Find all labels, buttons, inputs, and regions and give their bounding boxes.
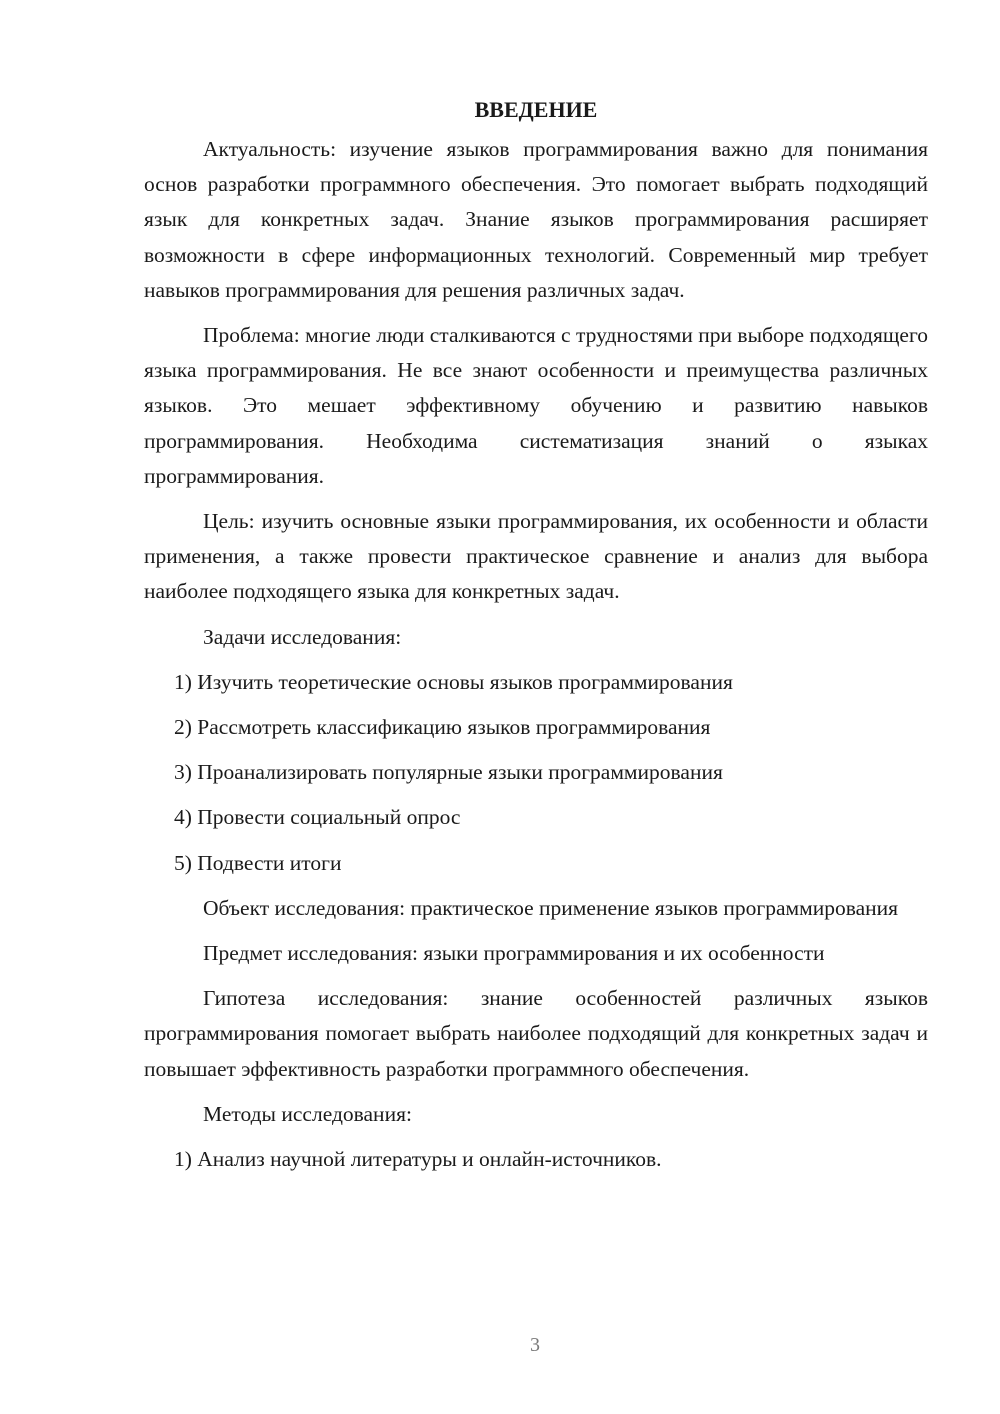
object-paragraph: Объект исследования: практическое применение языков программирования [203, 895, 899, 920]
subject-paragraph: Предмет исследования: языки программирования и их особенности [203, 941, 825, 966]
document-page [144, 92, 928, 1187]
task-item: 1) Изучить теоретические основы языков программирования [174, 669, 733, 694]
page-number: 3 [530, 1334, 540, 1356]
task-item: 2) Рассмотреть классификацию языков программирования [174, 715, 711, 740]
methods-heading: Методы исследования: [203, 1101, 412, 1126]
task-item: 5) Подвести итоги [174, 850, 342, 875]
task-item: 3) Проанализировать популярные языки программирования [174, 760, 723, 785]
page-title: ВВЕДЕНИЕ [474, 97, 598, 122]
problem-paragraph: Проблема: многие люди сталкиваются с трудностями при выборе подходящего языка программирования. Не все знают особенности и преимущества различных языков. Это мешает эффективному обучению и развитию навыков программирования. Необходима систематизация знаний о языках программирования. [144, 323, 928, 488]
relevance-paragraph: Актуальность: изучение языков программирования важно для понимания основ разработки программного обеспечения. Это помогает выбрать подходящий язык для конкретных задач. Знание языков программирования расширяет возможности в сфере информационных технологий. Современный мир требует навыков программирования для решения различных задач. [144, 137, 928, 302]
hypothesis-paragraph: Гипотеза исследования: знание особенностей различных языков программирования помогает выбрать наиболее подходящий для конкретных задач и повышает эффективность разработки программного обеспечения. [144, 986, 928, 1081]
method-item: 1) Анализ научной литературы и онлайн-источников. [174, 1147, 662, 1172]
task-item: 4) Провести социальный опрос [174, 805, 461, 830]
goal-paragraph: Цель: изучить основные языки программирования, их особенности и области применения, а также провести практическое сравнение и анализ для выбора наиболее подходящего языка для конкретных задач. [144, 509, 928, 604]
tasks-heading: Задачи исследования: [203, 624, 402, 649]
